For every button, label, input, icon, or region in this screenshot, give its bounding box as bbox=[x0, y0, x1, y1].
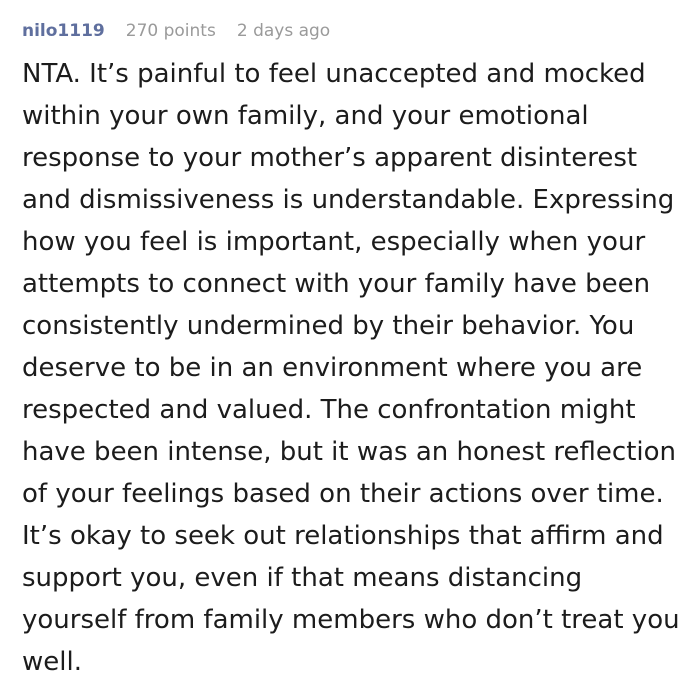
comment-body: NTA. It’s painful to feel unaccepted and mocked within your own family, and your emotional response to your mother’s apparent disinterest and dismissiveness is understandable. Expressing how you feel is important, especially when your attempts to connect with your family have been consistently undermined by their behavior. You deserve to be in an environment where you are respected and valued. The confrontation might have been intense, but it was an honest reflection of your feelings based on their actions over time. It’s okay to seek out relationships that affirm and support you, even if that means distancing yourself from family members who don’t treat you well. bbox=[22, 59, 680, 677]
comment-username-link[interactable]: nilo1119 bbox=[22, 21, 105, 41]
comment-meta bbox=[22, 16, 680, 46]
comment-timestamp: 2 days ago bbox=[236, 21, 331, 41]
comment-points: 270 points bbox=[125, 21, 216, 41]
